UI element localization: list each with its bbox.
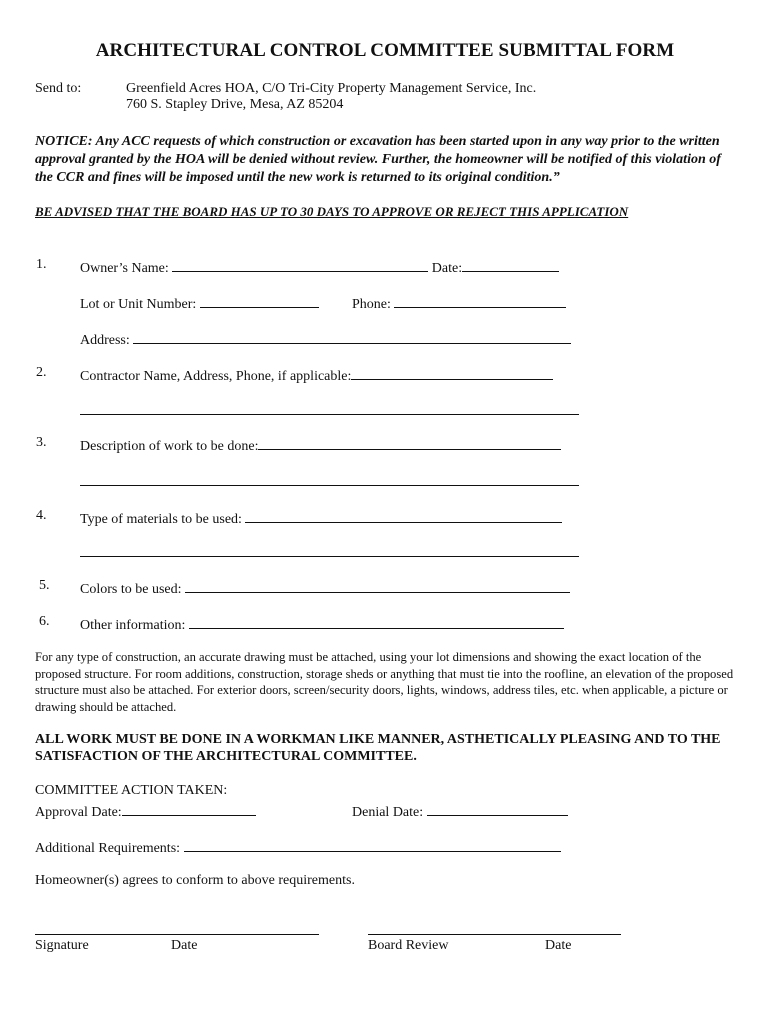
colors-row (80, 578, 570, 598)
send-to-address-line2: 760 S. Stapley Drive, Mesa, AZ 85204 (126, 97, 344, 112)
materials-row (80, 508, 562, 528)
form-title: ARCHITECTURAL CONTROL COMMITTEE SUBMITTAL FORM (95, 40, 675, 61)
other-info-row (80, 614, 564, 634)
materials-field[interactable] (245, 508, 562, 523)
signature-date-label: Date (171, 938, 198, 953)
item-number-3: 3. (36, 435, 47, 450)
description-label: Description of work to be done: (80, 439, 259, 454)
phone-row (352, 293, 566, 313)
colors-label: Colors to be used: (80, 582, 182, 597)
approval-date-label: Approval Date: (35, 805, 122, 820)
approval-date-field[interactable] (122, 801, 256, 816)
item-number-4: 4. (36, 508, 47, 523)
additional-requirements-row (35, 837, 561, 857)
item-number-5: 5. (39, 578, 50, 593)
drawing-instructions: For any type of construction, an accurate drawing must be attached, using your lot dimensions and showing the exact location of the proposed structure. For room additions, construction, storage sheds or anything that must tie into the roofline, an elevation of the proposed structure must also be attached. For exterior doors, screen/security doors, lights, windows, address tiles, etc. when applicable, a picture or drawing should be attached. (35, 650, 734, 714)
lot-number-label: Lot or Unit Number: (80, 297, 197, 312)
owner-name-label: Owner’s Name: (80, 261, 169, 276)
address-label: Address: (80, 333, 130, 348)
denial-date-row (352, 801, 568, 821)
address-field[interactable] (133, 329, 571, 344)
materials-label: Type of materials to be used: (80, 512, 242, 527)
contractor-field[interactable] (351, 365, 553, 380)
additional-requirements-field[interactable] (184, 837, 561, 852)
board-review-line[interactable] (368, 934, 621, 935)
description-field[interactable] (258, 435, 561, 450)
send-to-address-line1: Greenfield Acres HOA, C/O Tri-City Property Management Service, Inc. (126, 81, 537, 96)
board-review-label: Board Review (368, 938, 449, 953)
owner-name-field[interactable] (172, 257, 428, 272)
owner-name-row (80, 257, 559, 277)
phone-label: Phone: (352, 297, 391, 312)
lot-number-row (80, 293, 319, 313)
description-field-line2[interactable] (80, 485, 579, 486)
address-row (80, 329, 571, 349)
board-review-date-label: Date (545, 938, 572, 953)
approval-date-row (35, 801, 256, 821)
item-number-1: 1. (36, 257, 47, 272)
additional-requirements-label: Additional Requirements: (35, 841, 181, 856)
date-field[interactable] (462, 257, 559, 272)
other-info-field[interactable] (189, 614, 564, 629)
description-row (80, 435, 561, 455)
phone-field[interactable] (394, 293, 566, 308)
notice-text: NOTICE: Any ACC requests of which construction or excavation has been started upon in any way prior to the written approval granted by the HOA will be denied without review. Further, the homeowner will be notified of this violation of the CCR and fines will be imposed until the new work is returned to its original condition.” (35, 134, 721, 185)
item-number-6: 6. (39, 614, 50, 629)
colors-field[interactable] (185, 578, 570, 593)
denial-date-field[interactable] (427, 801, 568, 816)
signature-line[interactable] (35, 934, 319, 935)
signature-label: Signature (35, 938, 89, 953)
lot-number-field[interactable] (200, 293, 319, 308)
contractor-label: Contractor Name, Address, Phone, if applicable: (80, 369, 352, 384)
other-info-label: Other information: (80, 618, 186, 633)
date-label: Date: (431, 261, 463, 276)
send-to-label: Send to: (35, 81, 82, 96)
committee-heading: COMMITTEE ACTION TAKEN: (35, 783, 228, 798)
materials-field-line2[interactable] (80, 556, 579, 557)
homeowner-agreement: Homeowner(s) agrees to conform to above requirements. (35, 873, 355, 888)
contractor-field-line2[interactable] (80, 414, 579, 415)
contractor-row (80, 365, 553, 385)
item-number-2: 2. (36, 365, 47, 380)
workmanship-statement: ALL WORK MUST BE DONE IN A WORKMAN LIKE MANNER, ASTHETICALLY PLEASING AND TO THE SATISFACTION OF THE ARCHITECTURAL COMMITTEE. (35, 732, 721, 764)
denial-date-label: Denial Date: (352, 805, 424, 820)
advised-text: BE ADVISED THAT THE BOARD HAS UP TO 30 DAYS TO APPROVE OR REJECT THIS APPLICATION (35, 204, 629, 219)
